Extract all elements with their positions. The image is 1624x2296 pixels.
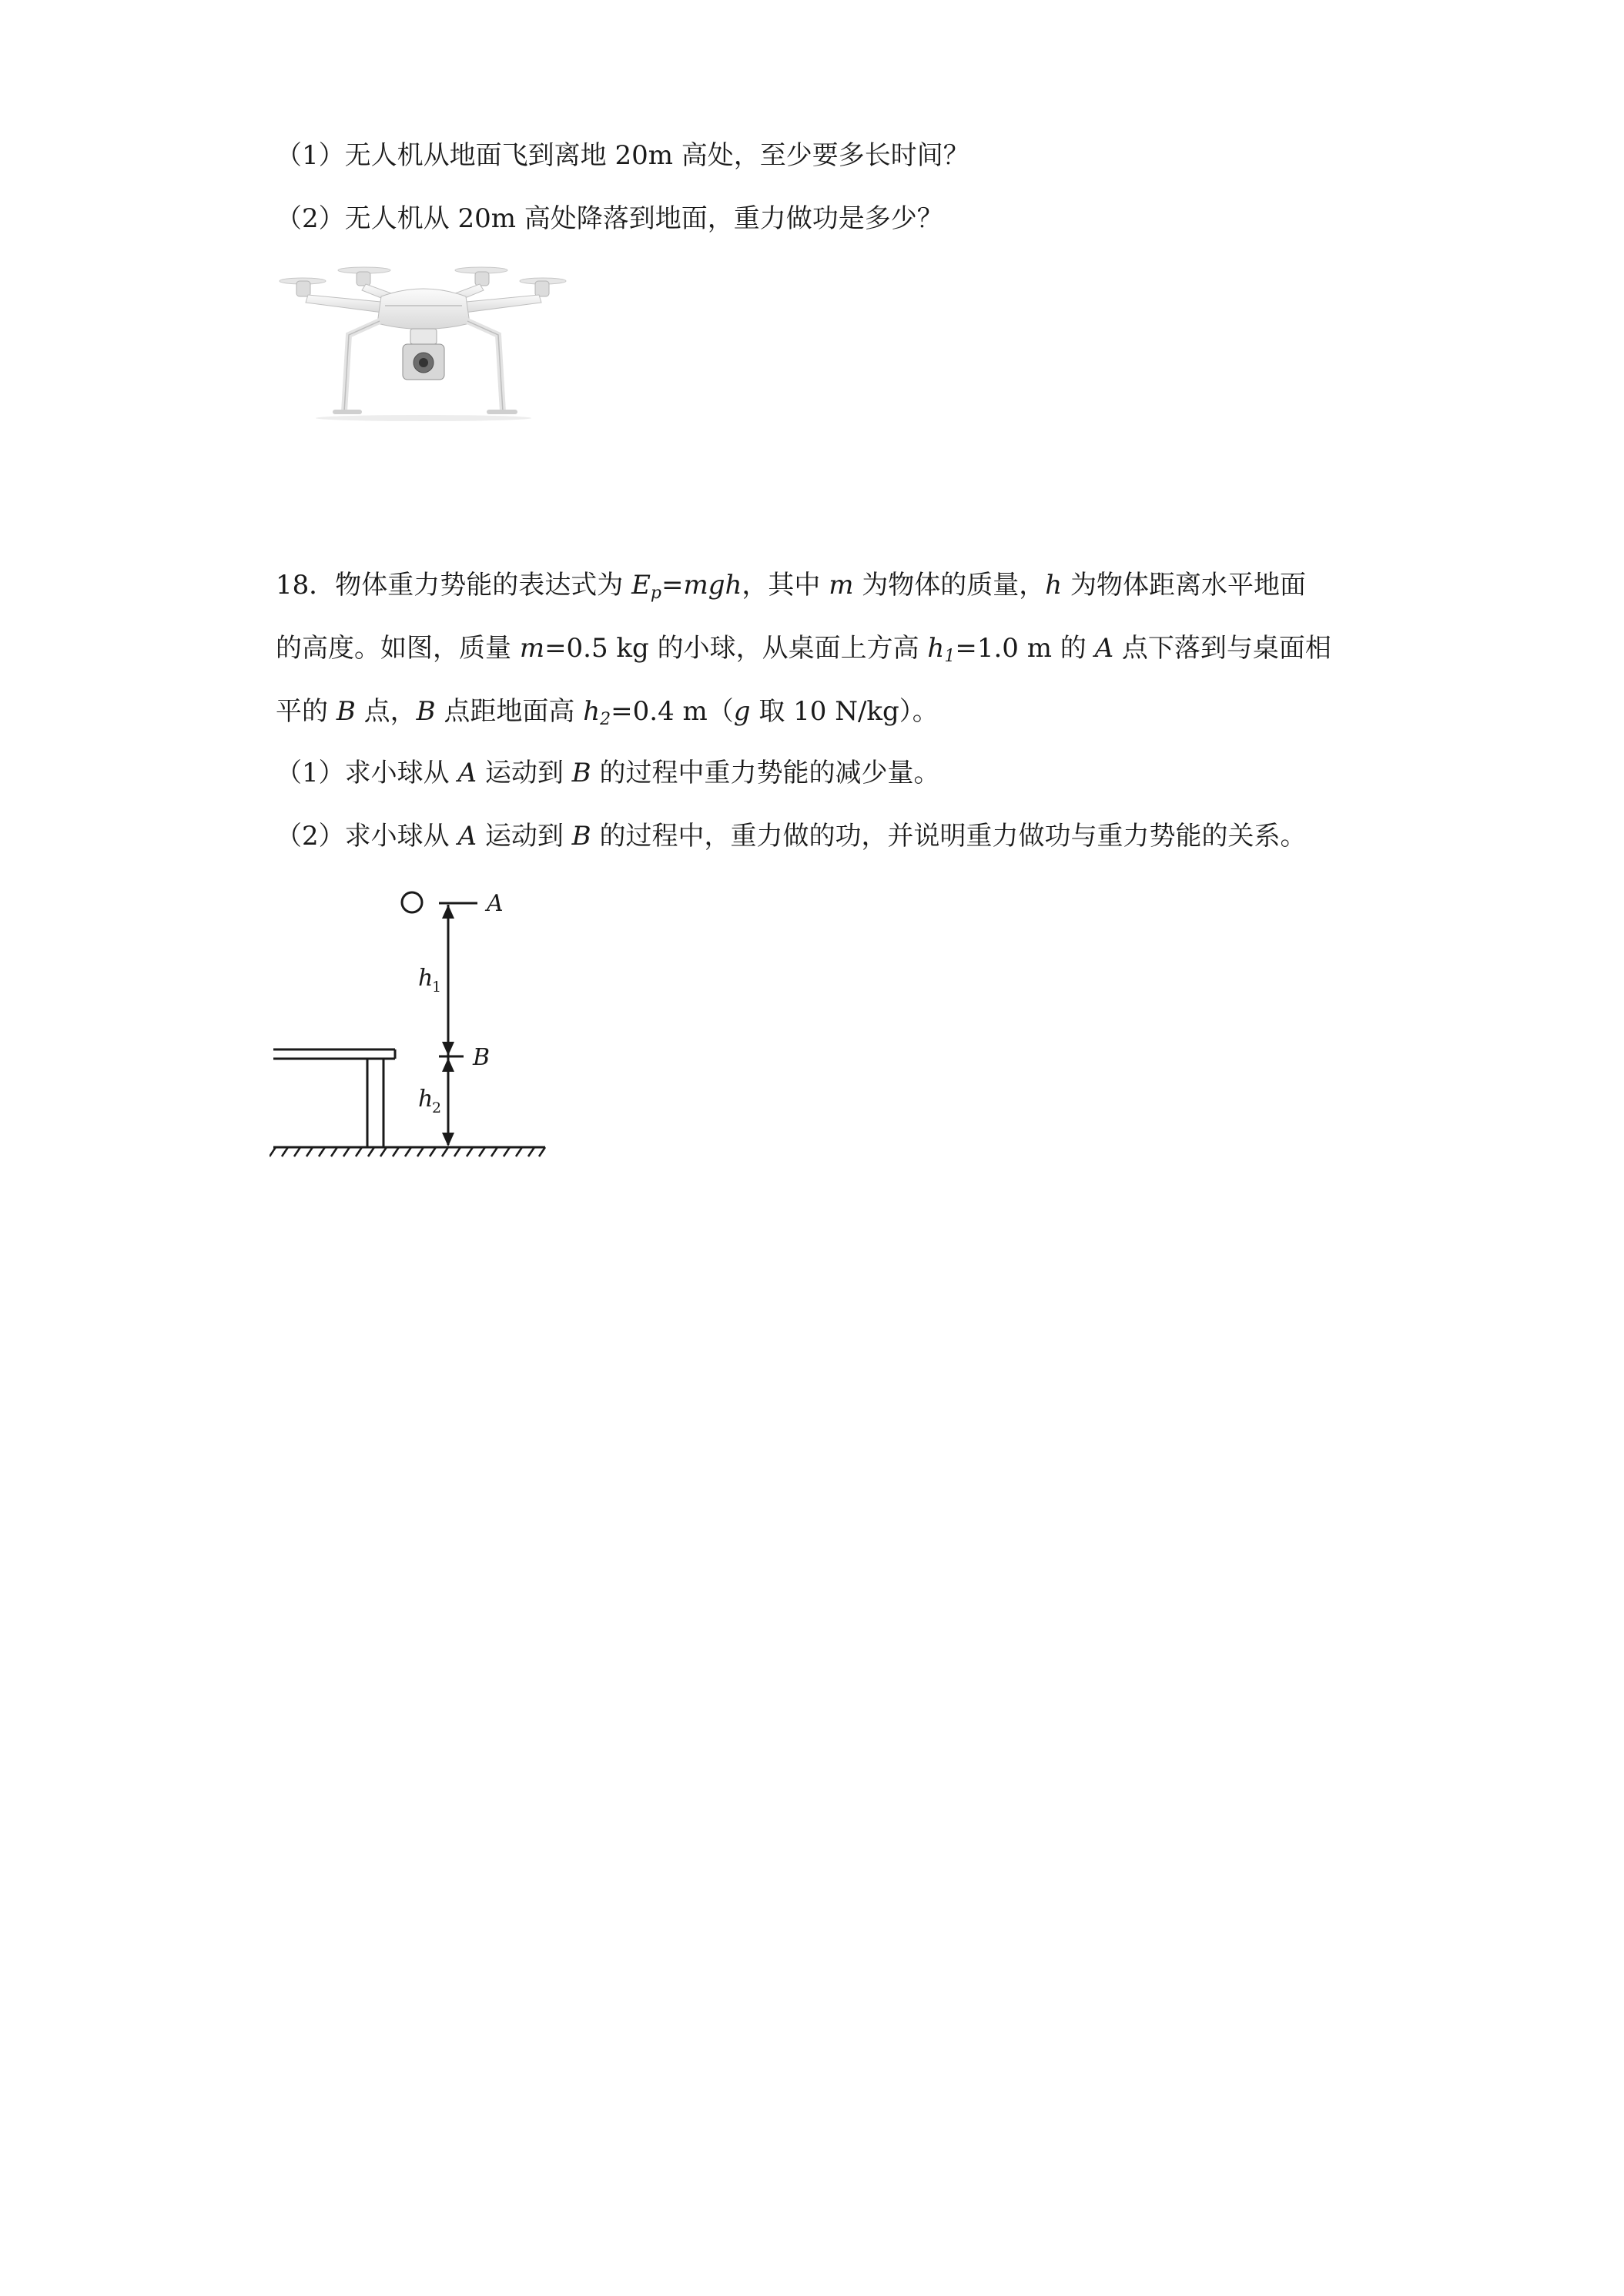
arrow-h1-down bbox=[442, 1042, 454, 1056]
q18-line2-text-a: 的高度。如图，质量 bbox=[276, 633, 520, 664]
q18-mgh: mgh bbox=[683, 570, 742, 601]
q18-line1-text-e: 为物体距离水平地面 bbox=[1062, 570, 1306, 601]
q18-part1-text-b: 运动到 bbox=[477, 758, 572, 788]
q18-part2-B: B bbox=[571, 821, 591, 852]
label-h2: h bbox=[418, 1086, 434, 1113]
label-B: B bbox=[473, 1044, 491, 1071]
q18-line3-B1: B bbox=[336, 696, 356, 727]
q18-part1 bbox=[276, 756, 939, 790]
q18-line3-text-a: 平的 bbox=[276, 696, 337, 727]
q18-part2 bbox=[276, 819, 1306, 853]
q18-line2-text-b: =0.5 kg 的小球，从桌面上方高 bbox=[544, 633, 928, 664]
q18-line3-text-e: 取 10 N/kg）。 bbox=[750, 696, 939, 727]
q18-line3 bbox=[276, 694, 939, 737]
ball-circle bbox=[402, 892, 422, 912]
q17-part2: （2）无人机从 20m 高处降落到地面，重力做功是多少？ bbox=[276, 203, 943, 234]
q18-part1-text-c: 的过程中重力势能的减少量。 bbox=[591, 758, 940, 788]
arrow-h2-up bbox=[442, 1058, 454, 1072]
arrow-h1-up bbox=[442, 905, 454, 919]
q18-ep-subscript: p bbox=[650, 584, 661, 603]
q18-line3-B2: B bbox=[416, 696, 436, 727]
falling-ball-diagram bbox=[270, 882, 554, 1174]
q18-part1-text-a: （1）求小球从 bbox=[276, 758, 458, 788]
q18-h1-letter: h bbox=[927, 633, 945, 664]
q18-line3-text-b: 点， bbox=[355, 696, 417, 727]
q18-part2-A: A bbox=[457, 821, 477, 852]
drone-image bbox=[273, 258, 574, 423]
label-h2-sub: 2 bbox=[432, 1099, 442, 1116]
q18-ep-letter: E bbox=[631, 570, 651, 601]
q18-line3-text-d: =0.4 m（ bbox=[611, 696, 734, 727]
q18-line1-text-c: ，其中 bbox=[742, 570, 829, 601]
q18-line1-text-a: 18．物体重力势能的表达式为 bbox=[276, 570, 632, 601]
label-h1-sub: 1 bbox=[432, 979, 442, 996]
q18-line1 bbox=[276, 568, 1306, 611]
label-A: A bbox=[487, 890, 504, 917]
q18-h-symbol: h bbox=[1045, 570, 1063, 601]
q18-line2 bbox=[276, 631, 1331, 674]
q18-m-symbol: m bbox=[829, 570, 854, 601]
q18-h2-symbol bbox=[583, 696, 611, 727]
q18-h2-letter: h bbox=[583, 696, 601, 727]
q18-line2-text-d: 点下落到与桌面相 bbox=[1113, 633, 1331, 664]
q18-line1-equals: = bbox=[661, 570, 684, 601]
q18-line2-text-c: =1.0 m 的 bbox=[955, 633, 1095, 664]
q18-line3-text-c: 点距地面高 bbox=[435, 696, 584, 727]
label-h1: h bbox=[418, 965, 434, 992]
q18-g-symbol: g bbox=[733, 696, 751, 727]
q18-part2-text-a: （2）求小球从 bbox=[276, 821, 458, 852]
q18-part2-text-b: 运动到 bbox=[477, 821, 572, 852]
q18-line2-m: m bbox=[519, 633, 545, 664]
q18-h1-subscript: 1 bbox=[944, 647, 956, 666]
q18-h1-symbol bbox=[927, 633, 955, 664]
q18-line1-text-d: 为物体的质量， bbox=[853, 570, 1046, 601]
q17-part1: （1）无人机从地面飞到离地 20m 高处，至少要多长时间？ bbox=[276, 140, 969, 171]
ground-hatching bbox=[270, 1147, 545, 1156]
q18-ep-symbol bbox=[631, 570, 661, 601]
q18-line2-A: A bbox=[1094, 633, 1114, 664]
q18-part1-A: A bbox=[457, 758, 477, 788]
q18-part2-text-c: 的过程中，重力做的功，并说明重力做功与重力势能的关系。 bbox=[591, 821, 1307, 852]
arrow-h2-down bbox=[442, 1133, 454, 1146]
q18-part1-B: B bbox=[571, 758, 591, 788]
q18-h2-subscript: 2 bbox=[600, 710, 611, 729]
